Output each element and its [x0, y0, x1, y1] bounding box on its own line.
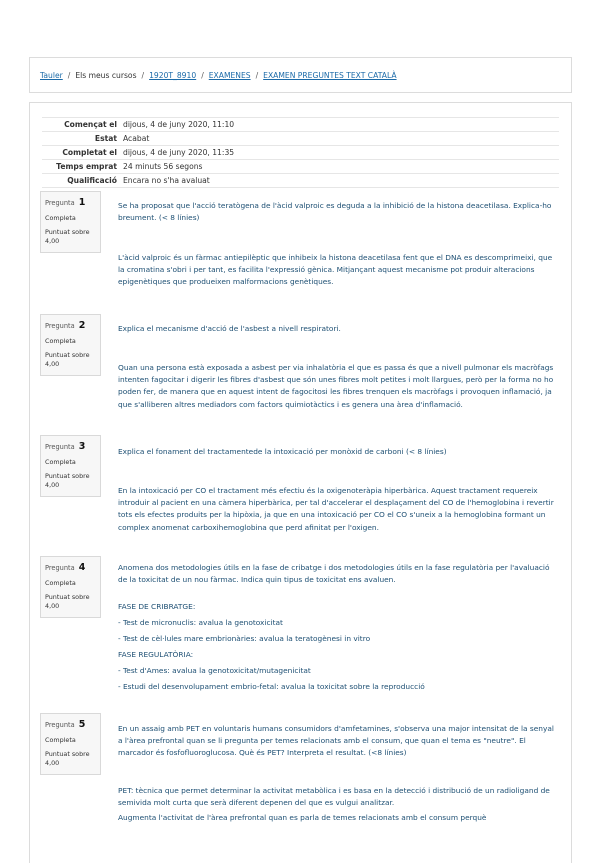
question-2-answer: Quan una persona està exposada a asbest per via inhalatòria el que es passa és que a nivell pulmonar els macròfags intenten fagocitar i digerir les fibres d'asbest que són unes fibres molt petites i molt llargues, però per la forma no ho poden fer, de manera que en aquest intent de fagocitosi les fibres trenquen els macròfags i provoquen inflamació, ja que s'alliberen altres mediadors com factors quimiotàctics i es genera una àrea d'inflamació.	[118, 363, 554, 409]
breadcrumb-separator: /	[67, 71, 71, 80]
question-status: Completa	[45, 579, 76, 587]
breadcrumb-panel	[29, 57, 572, 93]
question-number: Pregunta 4	[45, 562, 86, 573]
question-5-answer	[118, 785, 558, 825]
question-marks: Puntuat sobre 4,00	[45, 472, 90, 489]
breadcrumb-exam[interactable]: EXAMEN PREGUNTES TEXT CATALÀ	[263, 71, 397, 80]
breadcrumb-separator: /	[141, 71, 145, 80]
breadcrumb-tauler[interactable]: Tauler	[40, 71, 63, 80]
question-3-info	[40, 435, 101, 497]
answer-line: - Test de micronuclis: avalua la genotoxicitat	[118, 618, 283, 627]
summary-label: Completat el	[42, 146, 123, 160]
question-1-answer: L'àcid valproic és un fàrmac antiepilèptic que inhibeix la histona deacetilasa fent que el DNA es descomprimeixi, que la cromatina s'obri i per tant, es facilita l'expressió gènica. Mitjançant aquest mecanisme pot produir alteracions epigenètiques que produeixen malformacions genètiques.	[118, 253, 553, 287]
summary-label: Estat	[42, 132, 123, 146]
summary-row	[42, 118, 559, 132]
question-1-text: Se ha proposat que l'acció teratògena de l'àcid valproic es deguda a la inhibició de la histona deacetilasa. Explica-ho breument. (< 8 línies)	[118, 201, 552, 223]
attempt-summary-table	[42, 117, 559, 188]
answer-line: FASE DE CRIBRATGE:	[118, 602, 196, 611]
question-marks: Puntuat sobre 4,00	[45, 750, 90, 767]
summary-row	[42, 160, 559, 174]
question-number: Pregunta 3	[45, 441, 86, 452]
question-status: Completa	[45, 736, 76, 744]
summary-row	[42, 146, 559, 160]
question-1-info	[40, 191, 101, 253]
summary-value: Encara no s'ha avaluat	[123, 174, 559, 188]
answer-line: FASE REGULATÒRIA:	[118, 650, 194, 659]
question-number: Pregunta 2	[45, 320, 86, 331]
answer-line: PET: tècnica que permet determinar la activitat metabòlica i es basa en la detecció i distribució de un radioligand de semivida molt curta que serà diferent depenen del que es vulgui analitzar.	[118, 786, 550, 808]
question-5-text: En un assaig amb PET en voluntaris humans consumidors d'amfetamines, s'observa una major intensitat de la senyal a l'àrea prefrontal quan se li pregunta per temes relacionats amb el consum, que quan el tema es "neutre". El marcador és fosfofluoroglucosa. Què és PET? Interpreta el resultat. (<8 línies)	[118, 724, 554, 758]
summary-value: dijous, 4 de juny 2020, 11:10	[123, 118, 559, 132]
breadcrumb-els-meus-cursos: Els meus cursos	[75, 71, 137, 80]
question-status: Completa	[45, 458, 76, 466]
summary-value: dijous, 4 de juny 2020, 11:35	[123, 146, 559, 160]
question-number: Pregunta 5	[45, 719, 86, 730]
question-2-info	[40, 314, 101, 376]
answer-line: Augmenta l'activitat de l'àrea prefrontal quan es parla de temes relacionats amb el consum perquè	[118, 813, 487, 823]
summary-value: Acabat	[123, 132, 559, 146]
summary-value: 24 minuts 56 segons	[123, 160, 559, 174]
breadcrumb-course[interactable]: 1920T_8910	[149, 71, 197, 80]
breadcrumb	[40, 71, 397, 80]
question-4-text: Anomena dos metodologies útils en la fase de cribatge i dos metodologies útils en la fase regulatòria per l'avaluació de la toxicitat de un nou fàrmac. Indica quin tipus de toxicitat ens avaluen.	[118, 563, 550, 585]
summary-row	[42, 174, 559, 188]
quiz-review-panel	[29, 102, 572, 863]
question-4-answer	[118, 599, 558, 695]
summary-label: Començat el	[42, 118, 123, 132]
question-marks: Puntuat sobre 4,00	[45, 351, 90, 368]
answer-line: - Test d'Ames: avalua la genotoxicitat/mutagenicitat	[118, 666, 311, 675]
question-3-answer: En la intoxicació per CO el tractament més efectiu és la oxigenoteràpia hiperbàrica. Aquest tractament requereix introduir al pacient en una càmera hiperbàrica, per tal d'accelerar el desplaçament del CO de l'hemoglobina i revertir tots els efectes produits per la hipòxia, ja que en una intoxicació per CO el CO s'uneix a la hemoglobina formant un complex anomenat carboxihemoglobina que perd afinitat per l'oxigen.	[118, 486, 554, 532]
breadcrumb-separator: /	[255, 71, 259, 80]
question-marks: Puntuat sobre 4,00	[45, 593, 90, 610]
breadcrumb-examenes[interactable]: EXAMENES	[208, 71, 251, 80]
summary-label: Temps emprat	[42, 160, 123, 174]
breadcrumb-separator: /	[201, 71, 204, 80]
question-number: Pregunta 1	[45, 197, 86, 208]
answer-line: - Test de cèl·lules mare embrionàries: avalua la teratogènesi in vitro	[118, 634, 371, 643]
question-2-text: Explica el mecanisme d'acció de l'asbest a nivell respiratori.	[118, 324, 341, 333]
summary-row	[42, 132, 559, 146]
question-3-text: Explica el fonament del tractamentede la intoxicació per monòxid de carboni (< 8 línies)	[118, 447, 447, 456]
answer-line: - Estudi del desenvolupament embrio-fetal: avalua la toxicitat sobre la reproducció	[118, 682, 425, 691]
question-status: Completa	[45, 337, 76, 345]
question-5-info	[40, 713, 101, 775]
summary-label: Qualificació	[42, 174, 123, 188]
question-4-info	[40, 556, 101, 618]
question-status: Completa	[45, 214, 76, 222]
question-marks: Puntuat sobre 4,00	[45, 228, 90, 245]
